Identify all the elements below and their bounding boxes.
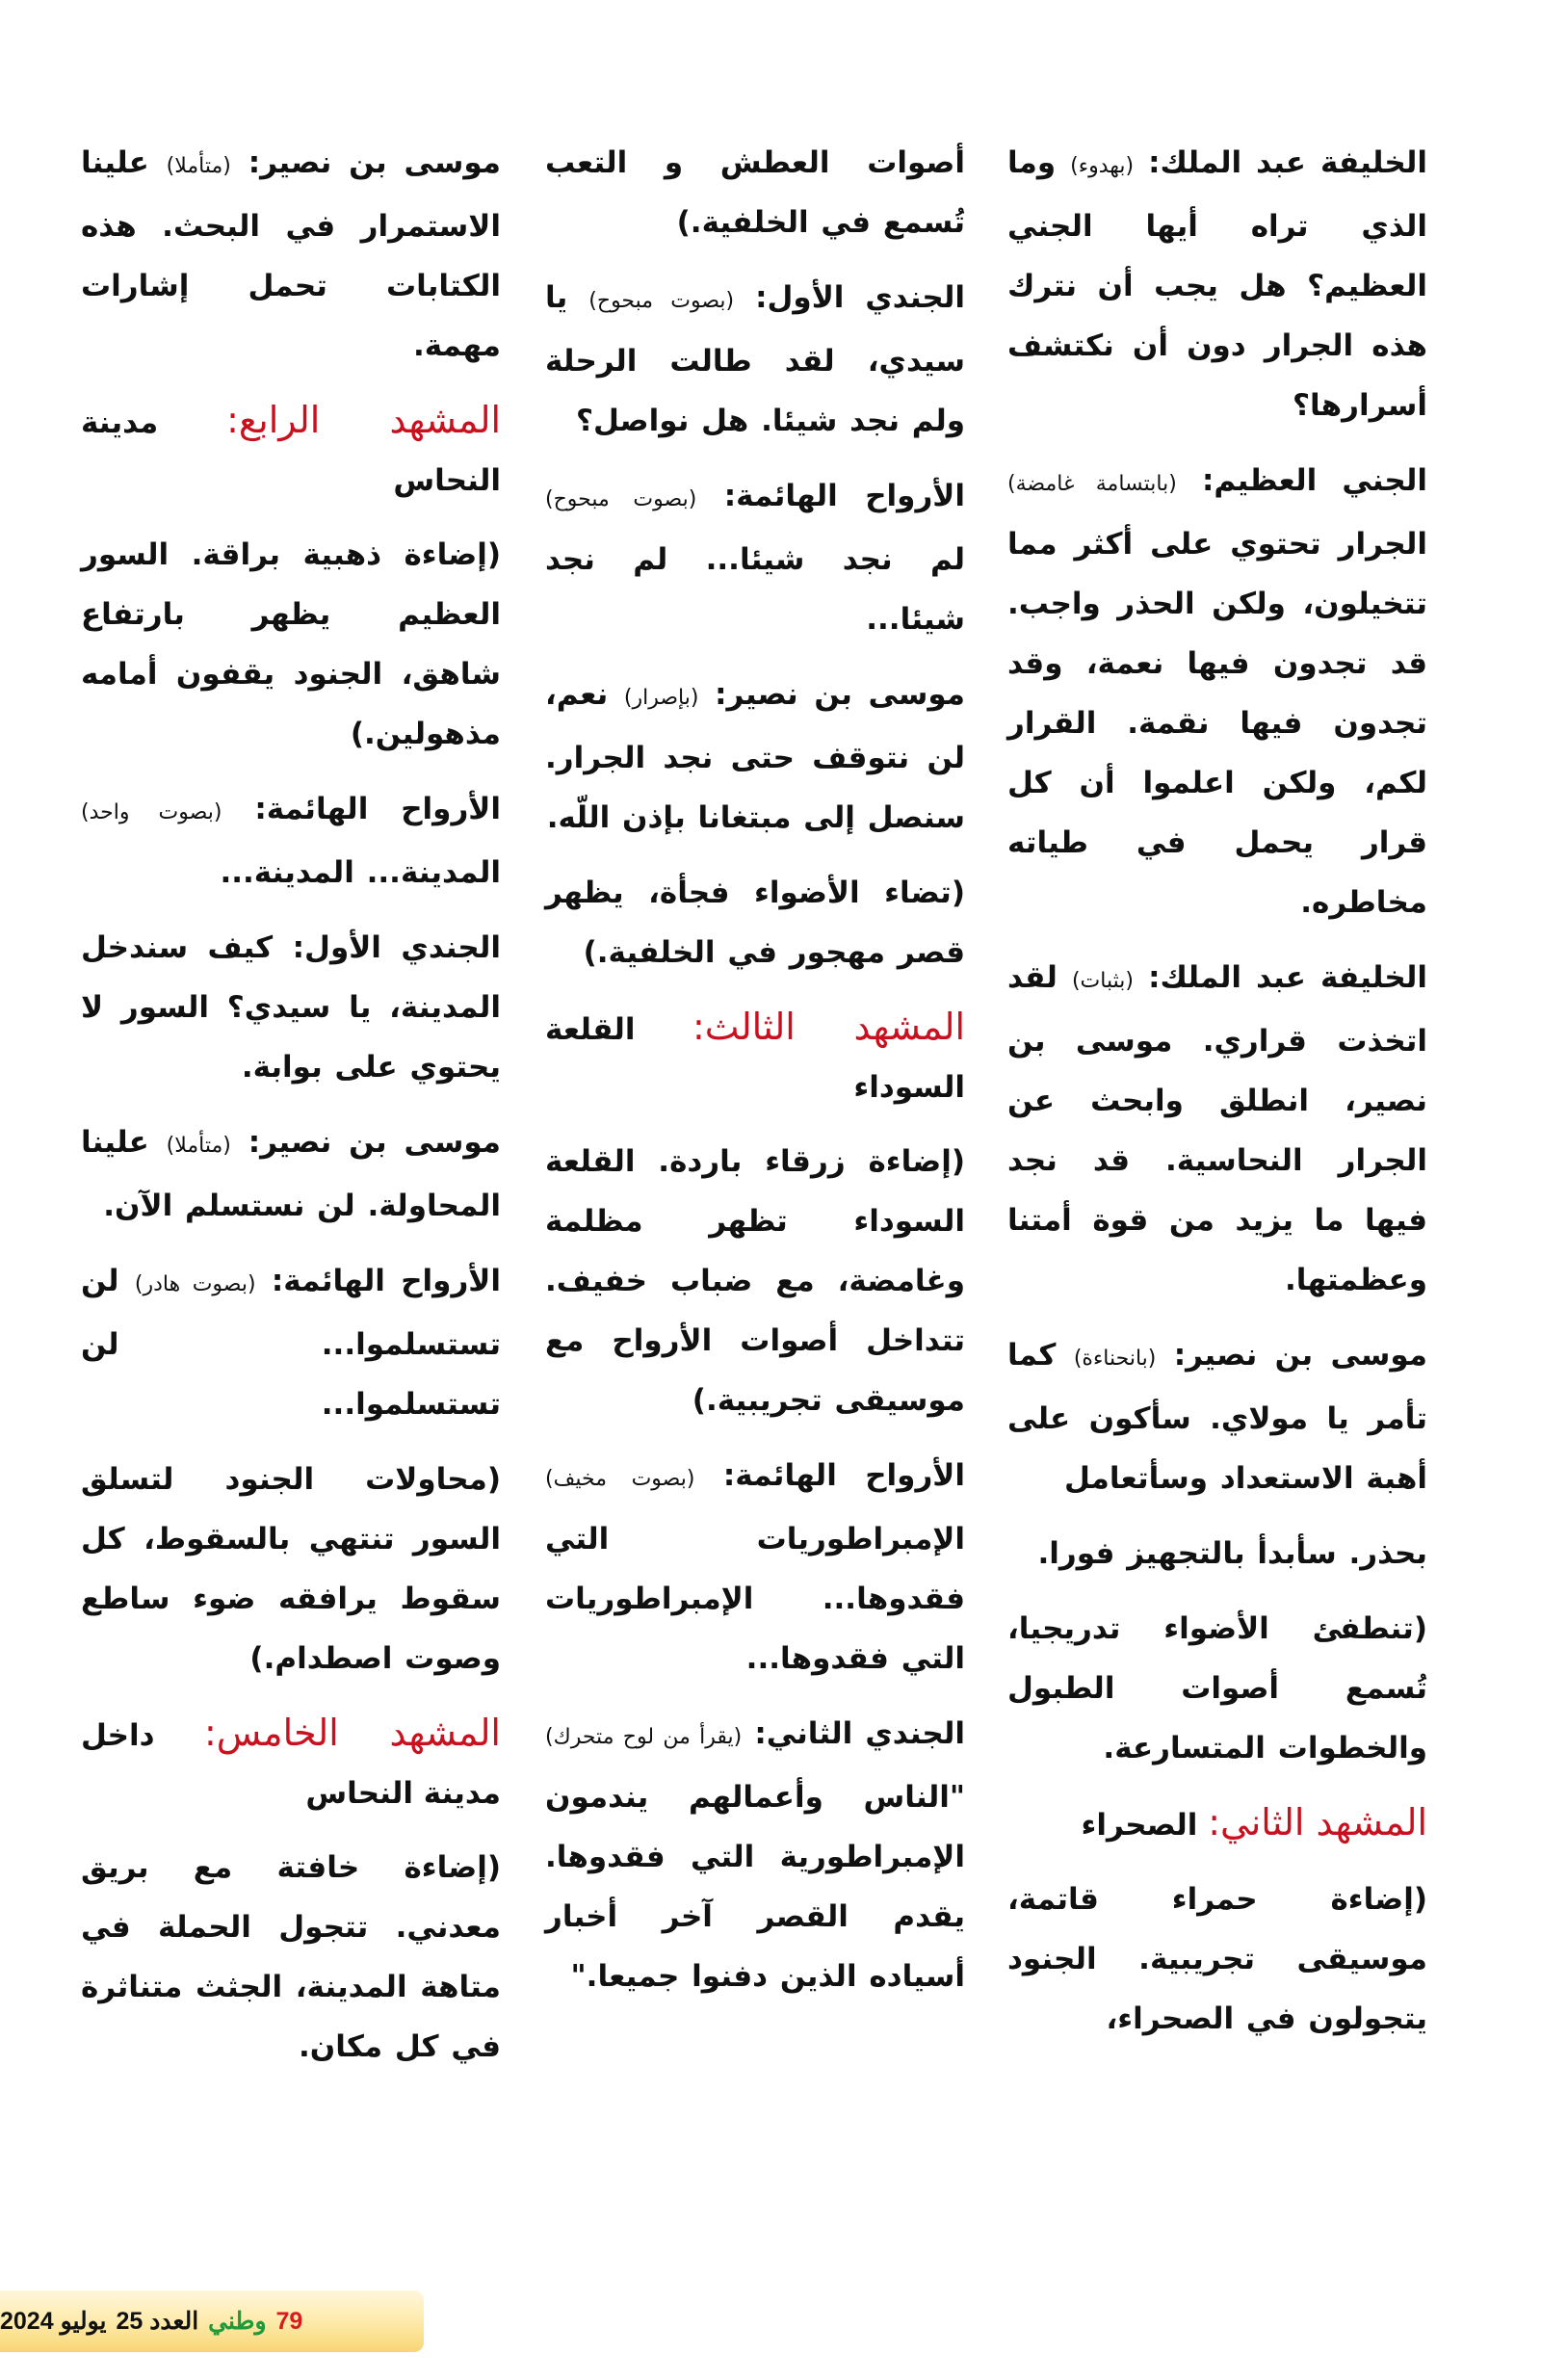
speaker-name: الأرواح الهائمة:: [723, 479, 966, 513]
dialogue-paragraph: [81, 1251, 501, 1434]
stage-note: (بصوت مخيف): [545, 1467, 695, 1491]
stage-direction: [1007, 1524, 1427, 1583]
paragraph-text: الإمبراطوريات التي فقدوها... الإمبراطوريات التي فقدوها...: [545, 1522, 965, 1676]
scene-label: المشهد الثالث:: [692, 1006, 965, 1048]
paragraph-text: (إضاءة زرقاء باردة. القلعة السوداء تظهر مظلمة وغامضة، مع ضباب خفيف. تتداخل أصوات الأرواح مع موسيقى تجريبية.): [545, 1144, 965, 1418]
scene-title: القلعة السوداء: [545, 1012, 965, 1105]
scene-heading: [545, 998, 965, 1116]
paragraph-text: كما تأمر يا مولاي. سأكون على أهبة الاستعداد وسأتعامل: [1007, 1338, 1427, 1496]
text-column-1: [1007, 133, 1427, 2064]
paragraph-text: (إضاءة ذهبية براقة. السور العظيم يظهر بارتفاع شاهق، الجنود يقفون أمامه مذهولين.): [81, 537, 501, 751]
paragraph-text: علينا الاستمرار في البحث. هذه الكتابات تحمل إشارات مهمة.: [81, 145, 501, 363]
paragraph-text: (إضاءة خافتة مع بريق معدني. تتجول الحملة في متاهة المدينة، الجثث متناثرة في كل مكان.: [81, 1850, 501, 2064]
stage-note: (بإصرار): [623, 686, 699, 710]
paragraph-text: (تضاء الأضواء فجأة، يظهر قصر مهجور في الخلفية.): [545, 876, 965, 970]
speaker-name: الجندي الأول:: [755, 280, 965, 315]
stage-note: (بصوت واحد): [81, 800, 222, 824]
issue-label: العدد 25: [116, 2308, 199, 2335]
paragraph-text: (إضاءة حمراء قاتمة، موسيقى تجريبية. الجنود يتجولون في الصحراء،: [1007, 1882, 1427, 2036]
scene-heading: [81, 391, 501, 510]
dialogue-paragraph: [1007, 1325, 1427, 1508]
scene-heading: [81, 1704, 501, 1822]
dialogue-paragraph: [81, 133, 501, 376]
scene-title: الصحراء: [1081, 1808, 1198, 1843]
speaker-name: الأرواح الهائمة:: [254, 792, 502, 826]
speaker-name: الأرواح الهائمة:: [722, 1458, 965, 1493]
speaker-name: الجندي الأول:: [292, 930, 502, 965]
dialogue-paragraph: [545, 466, 965, 649]
stage-note: (متأملا): [166, 154, 231, 178]
page-footer: [0, 2290, 424, 2352]
speaker-name: الجندي الثاني:: [754, 1716, 965, 1751]
magazine-name: وطني: [208, 2308, 267, 2335]
paragraph-text: المدينة... المدينة...: [220, 855, 501, 890]
scene-title: مدينة النحاس: [81, 405, 501, 498]
stage-direction: [81, 1838, 501, 2077]
speaker-name: موسى بن نصير:: [715, 677, 966, 712]
dialogue-paragraph: [545, 268, 965, 451]
dialogue-paragraph: [1007, 451, 1427, 932]
paragraph-text: علينا المحاولة. لن نستسلم الآن.: [81, 1125, 501, 1223]
scene-label: المشهد الثاني:: [1208, 1801, 1427, 1844]
stage-direction: [545, 863, 965, 982]
paragraph-text: الجرار تحتوي على أكثر مما تتخيلون، ولكن الحذر واجب. قد تجدون فيها نعمة، وقد تجدون فيها نقمة. القرار لكم، ولكن اعلموا أن كل قرار يحمل في طياته مخاطره.: [1007, 527, 1427, 920]
stage-direction: [81, 1450, 501, 1688]
dialogue-paragraph: [81, 918, 501, 1097]
scene-label: المشهد الرابع:: [226, 399, 501, 441]
stage-note: (بصوت هادر): [134, 1272, 256, 1296]
stage-note: (يقرأ من لوح متحرك): [545, 1725, 743, 1749]
speaker-name: الخليفة عبد الملك:: [1148, 960, 1427, 995]
paragraph-text: كيف سندخل المدينة، يا سيدي؟ السور لا يحتوي على بوابة.: [81, 930, 501, 1085]
stage-note: (متأملا): [166, 1134, 231, 1158]
dialogue-paragraph: [1007, 133, 1427, 435]
text-column-2: [545, 133, 965, 2022]
scene-heading: [1007, 1793, 1427, 1854]
speaker-name: الخليفة عبد الملك:: [1148, 145, 1427, 180]
text-column-3: [81, 133, 501, 2092]
stage-direction: [1007, 1599, 1427, 1778]
stage-note: (بصوت مبحوح): [588, 289, 735, 313]
paragraph-text: أصوات العطش و التعب تُسمع في الخلفية.): [545, 145, 965, 240]
speaker-name: الجني العظيم:: [1201, 463, 1427, 498]
scene-label: المشهد الخامس:: [203, 1712, 501, 1754]
speaker-name: موسى بن نصير:: [248, 145, 502, 180]
paragraph-text: "الناس وأعمالهم يندمون الإمبراطورية التي فقدوها. يقدم القصر آخر أخبار أسياده الذين دفنوا جميعا.": [545, 1780, 965, 1994]
paragraph-text: (تنطفئ الأضواء تدريجيا، تُسمع أصوات الطبول والخطوات المتسارعة.: [1007, 1611, 1427, 1765]
paragraph-text: بحذر. سأبدأ بالتجهيز فورا.: [1037, 1536, 1427, 1571]
stage-note: (بهدوء): [1070, 154, 1135, 178]
page-number: 79: [275, 2307, 303, 2335]
stage-note: (بانحناءة): [1073, 1347, 1157, 1371]
dialogue-paragraph: [1007, 948, 1427, 1310]
stage-note: (بثبات): [1071, 969, 1134, 993]
paragraph-text: لم نجد شيئا... لم نجد شيئا...: [545, 542, 965, 637]
paragraph-text: وما الذي تراه أيها الجني العظيم؟ هل يجب أن نترك هذه الجرار دون أن نكتشف أسرارها؟: [1007, 145, 1427, 423]
dialogue-paragraph: [545, 665, 965, 848]
speaker-name: الأرواح الهائمة:: [271, 1264, 502, 1298]
stage-direction: [545, 133, 965, 252]
issue-date: يوليو 2024: [0, 2308, 107, 2335]
paragraph-text: لن تستسلموا... لن تستسلموا...: [81, 1264, 501, 1422]
speaker-name: موسى بن نصير:: [1173, 1338, 1428, 1373]
paragraph-text: يا سيدي، لقد طالت الرحلة ولم نجد شيئا. هل نواصل؟: [545, 280, 965, 438]
speaker-name: موسى بن نصير:: [248, 1125, 502, 1160]
paragraph-text: لقد اتخذت قراري. موسى بن نصير، انطلق وابحث عن الجرار النحاسية. قد نجد فيها ما يزيد من قوة أمتنا وعظمتها.: [1007, 960, 1427, 1297]
stage-note: (بابتسامة غامضة): [1007, 472, 1177, 496]
dialogue-paragraph: [545, 1446, 965, 1688]
scene-title: داخل مدينة النحاس: [81, 1718, 501, 1811]
stage-direction: [545, 1132, 965, 1430]
stage-direction: [81, 525, 501, 764]
paragraph-text: نعم، لن نتوقف حتى نجد الجرار. سنصل إلى مبتغانا بإذن اللّه.: [545, 677, 965, 835]
stage-note: (بصوت مبحوح): [545, 487, 697, 511]
stage-direction: [1007, 1870, 1427, 2049]
dialogue-paragraph: [81, 779, 501, 902]
paragraph-text: (محاولات الجنود لتسلق السور تنتهي بالسقوط، كل سقوط يرافقه ضوء ساطع وصوت اصطدام.): [81, 1462, 501, 1676]
dialogue-paragraph: [81, 1112, 501, 1236]
dialogue-paragraph: [545, 1704, 965, 2006]
